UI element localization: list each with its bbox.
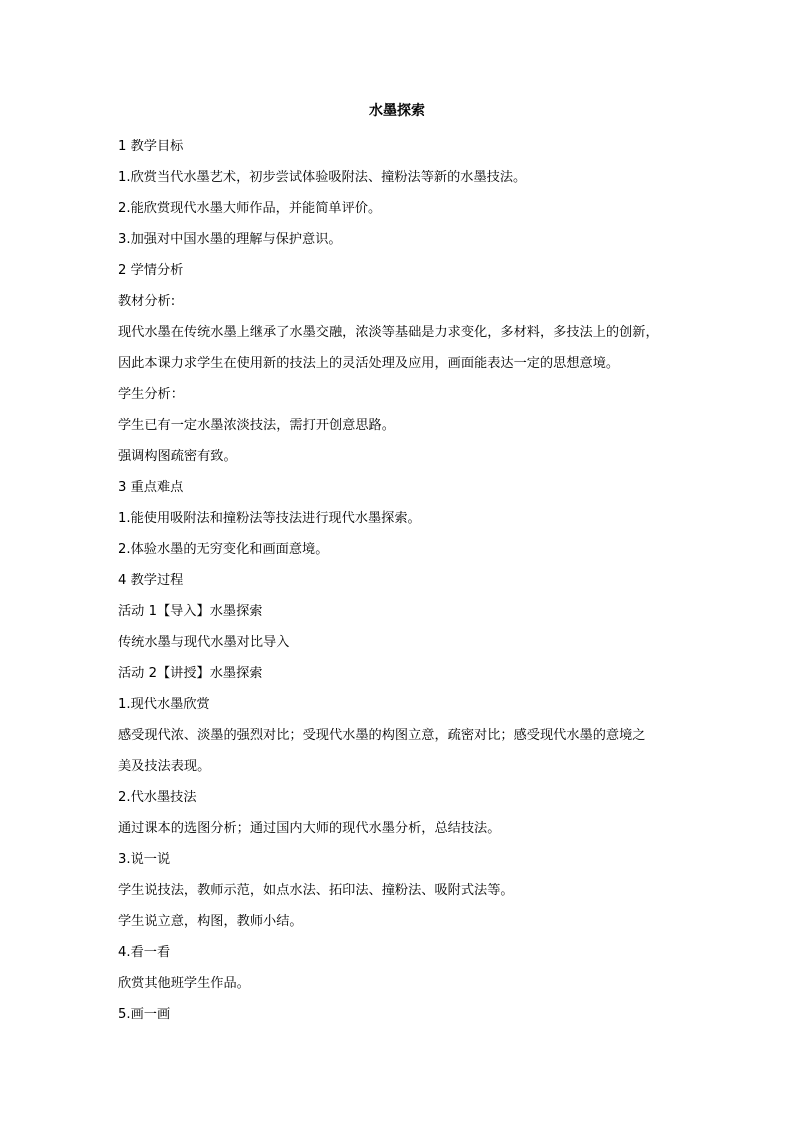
paragraph-line: 通过课本的选图分析；通过国内大师的现代水墨分析，总结技法。 [118,821,501,836]
step-heading: 4.看一看 [118,945,171,960]
step-heading: 3.说一说 [118,852,171,867]
paragraph-line: 感受现代浓、淡墨的强烈对比；受现代水墨的构图立意，疏密对比；感受现代水墨的意境之 [118,728,646,743]
paragraph-line: 现代水墨在传统水墨上继承了水墨交融，浓淡等基础是力求变化，多材料，多技法上的创新， [118,325,659,340]
paragraph-line: 美及技法表现。 [118,759,211,774]
step-heading: 1.现代水墨欣赏 [118,697,210,712]
key-point-item: 2.体验水墨的无穷变化和画面意境。 [118,542,329,557]
paragraph-line: 强调构图疏密有致。 [118,449,237,464]
subheading-students: 学生分析： [118,387,184,402]
step-heading: 5.画一画 [118,1007,171,1022]
section-heading-objectives: 1 教学目标 [118,139,184,154]
paragraph-line: 学生说技法，教师示范，如点水法、拓印法、撞粉法、吸附式法等。 [118,883,514,898]
document-body [118,131,688,1030]
paragraph-line: 传统水墨与现代水墨对比导入 [118,635,290,650]
section-heading-process: 4 教学过程 [118,573,184,588]
objective-item: 1.欣赏当代水墨艺术，初步尝试体验吸附法、撞粉法等新的水墨技法。 [118,170,527,185]
document-title: 水墨探索 [369,103,425,119]
paragraph-line: 因此本课力求学生在使用新的技法上的灵活处理及应用，画面能表达一定的思想意境。 [118,356,620,371]
paragraph-line: 学生说立意，构图，教师小结。 [118,914,303,929]
objective-item: 3.加强对中国水墨的理解与保护意识。 [118,232,342,247]
activity-heading: 活动 1【导入】水墨探索 [118,604,263,619]
step-heading: 2.代水墨技法 [118,790,197,805]
paragraph-line: 欣赏其他班学生作品。 [118,976,250,991]
objective-item: 2.能欣赏现代水墨大师作品，并能简单评价。 [118,201,382,216]
activity-heading: 活动 2【讲授】水墨探索 [118,666,263,681]
section-heading-analysis: 2 学情分析 [118,263,184,278]
subheading-material: 教材分析: [118,294,176,309]
key-point-item: 1.能使用吸附法和撞粉法等技法进行现代水墨探索。 [118,511,421,526]
section-heading-key-points: 3 重点难点 [118,480,184,495]
paragraph-line: 学生已有一定水墨浓淡技法，需打开创意思路。 [118,418,395,433]
